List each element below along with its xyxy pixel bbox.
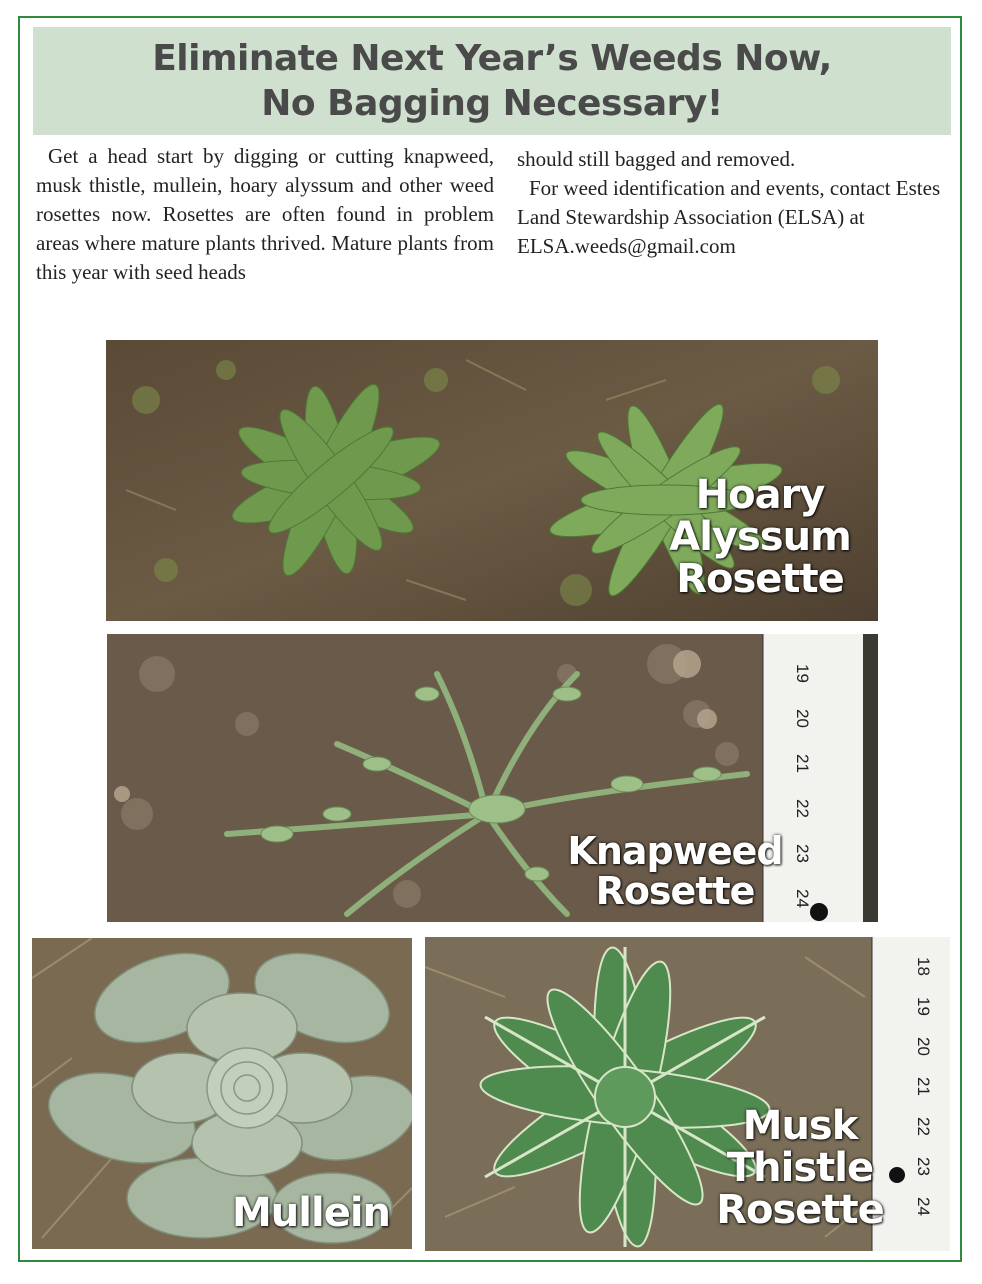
- svg-text:22: 22: [793, 799, 812, 818]
- mullein-caption: [232, 1192, 390, 1234]
- caption-line: Thistle: [726, 1145, 874, 1191]
- svg-text:18: 18: [914, 957, 933, 976]
- body-continuation: should still bagged and removed.: [517, 147, 796, 171]
- svg-text:20: 20: [914, 1037, 933, 1056]
- headline-banner: [33, 27, 951, 135]
- musk-thistle-photo: [425, 937, 950, 1251]
- caption-line: Mullein: [232, 1190, 391, 1236]
- svg-text:20: 20: [793, 709, 812, 728]
- mullein-photo: [32, 938, 412, 1249]
- caption-line: Hoary: [695, 472, 825, 518]
- svg-text:24: 24: [793, 889, 812, 908]
- caption-line: Knapweed: [567, 829, 783, 873]
- body-left-column: Get a head start by digging or cutting knapweed, musk thistle, mullein, hoary alyssum and other weed rosettes now. Rosettes are often found in problem areas where mature plants thrived. Mature plants from this year with seed heads: [36, 144, 494, 284]
- svg-text:22: 22: [914, 1117, 933, 1136]
- caption-line: Rosette: [595, 868, 755, 913]
- svg-text:24: 24: [914, 1197, 933, 1216]
- headline-line-2: No Bagging Necessary!: [261, 83, 723, 124]
- knapweed-caption: [545, 829, 805, 913]
- knapweed-photo: [107, 634, 878, 922]
- caption-line: Rosette: [716, 1187, 884, 1233]
- contact-paragraph: For weed identification and events, contact Estes Land Stewardship Association (ELSA) at ELSA.weeds@gmail.com: [517, 176, 941, 258]
- body-right-column: [517, 145, 947, 261]
- hoary-alyssum-caption: [650, 474, 870, 600]
- headline-line-1: Eliminate Next Year’s Weeds Now,: [152, 38, 832, 79]
- svg-text:19: 19: [793, 664, 812, 683]
- caption-line: Musk: [742, 1103, 858, 1149]
- svg-text:19: 19: [914, 997, 933, 1016]
- musk-thistle-caption: [710, 1105, 890, 1231]
- caption-line: Rosette: [676, 556, 844, 602]
- svg-text:23: 23: [914, 1157, 933, 1176]
- svg-text:21: 21: [914, 1077, 933, 1096]
- svg-text:21: 21: [793, 754, 812, 773]
- caption-line: Alyssum: [669, 514, 851, 560]
- hoary-alyssum-photo: [106, 340, 878, 621]
- svg-text:23: 23: [793, 844, 812, 863]
